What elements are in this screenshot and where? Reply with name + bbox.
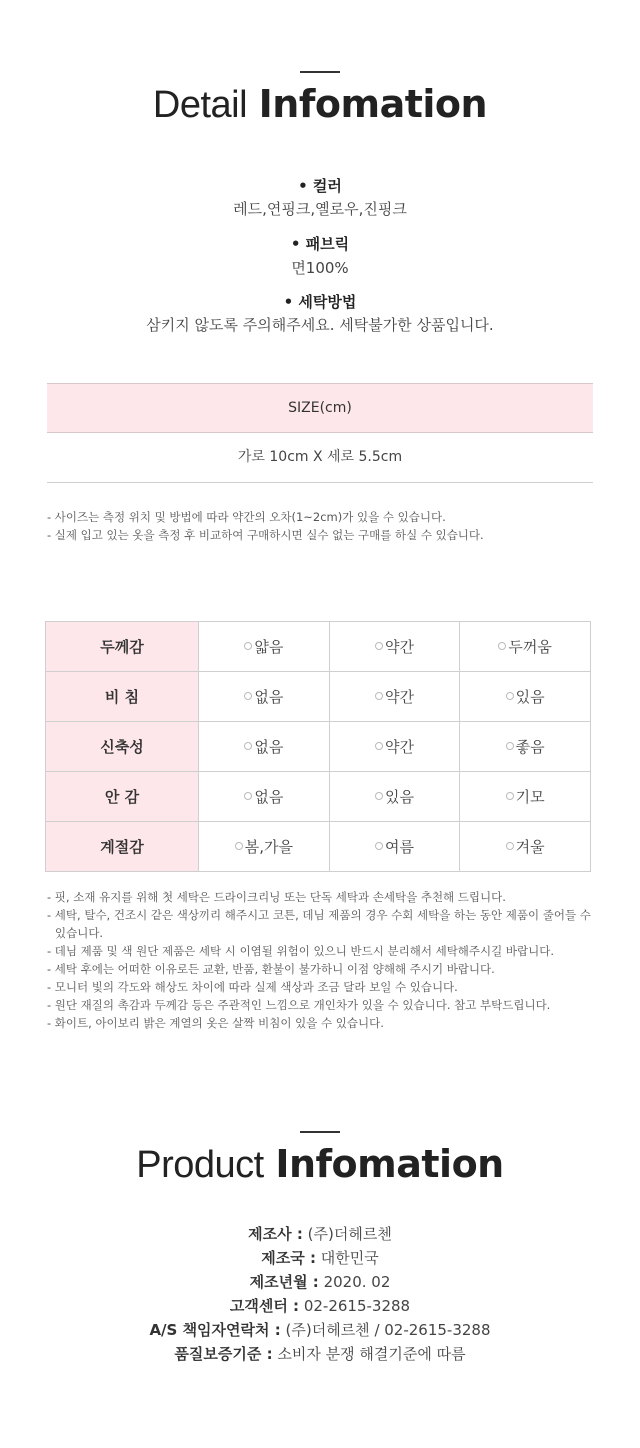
product-info-row xyxy=(0,1342,640,1366)
attribute-row xyxy=(46,672,591,722)
attribute-option xyxy=(199,772,330,822)
attribute-option xyxy=(199,622,330,672)
circle-icon xyxy=(506,842,514,850)
attribute-option xyxy=(329,722,460,772)
attribute-label: 두께감 xyxy=(46,622,199,672)
size-note: - 실제 입고 있는 옷을 측정 후 비교하여 구매하시면 실수 없는 구매를 하실 수 있습니다. xyxy=(47,528,484,542)
product-info-row xyxy=(0,1222,640,1246)
care-note: - 핏, 소재 유지를 위해 첫 세탁은 드라이크리닝 또는 단독 세탁과 손세탁을 추천해 드립니다. xyxy=(47,890,506,904)
circle-icon xyxy=(375,742,383,750)
product-heading xyxy=(0,1141,640,1188)
color-value: 레드,연핑크,옐로우,진핑크 xyxy=(233,200,407,218)
care-notes xyxy=(47,888,593,1032)
circle-icon xyxy=(498,642,506,650)
quality-label: 품질보증기준 : xyxy=(174,1345,273,1363)
circle-icon xyxy=(244,792,252,800)
size-notes xyxy=(47,508,593,544)
color-title: • 컬러 xyxy=(298,177,342,195)
attribute-option-label: 봄,가을 xyxy=(244,838,293,856)
attribute-option-label: 약간 xyxy=(384,688,414,706)
attribute-option xyxy=(199,722,330,772)
attribute-row xyxy=(46,772,591,822)
product-info-row xyxy=(0,1270,640,1294)
manufacturer-value: (주)더헤르첸 xyxy=(307,1225,392,1243)
product-heading-light: Product xyxy=(136,1144,264,1186)
attribute-option xyxy=(329,672,460,722)
date-label: 제조년월 : xyxy=(249,1273,319,1291)
attribute-option-label: 없음 xyxy=(254,688,284,706)
care-note: - 화이트, 아이보리 밝은 계열의 옷은 살짝 비침이 있을 수 있습니다. xyxy=(47,1016,384,1030)
care-note: - 데님 제품 및 색 원단 제품은 세탁 시 이염될 위험이 있으니 반드시 분리해서 세탁해주시길 바랍니다. xyxy=(47,944,554,958)
attribute-row xyxy=(46,722,591,772)
attribute-option xyxy=(460,722,591,772)
as-contact-value: (주)더헤르첸 / 02-2615-3288 xyxy=(285,1321,491,1339)
wash-title: • 세탁방법 xyxy=(283,293,357,311)
attribute-row xyxy=(46,622,591,672)
attribute-option-label: 기모 xyxy=(515,788,545,806)
care-note: - 세탁 후에는 어떠한 이유로든 교환, 반품, 환불이 불가하니 이점 양해해 주시기 바랍니다. xyxy=(47,962,495,976)
attribute-option xyxy=(460,622,591,672)
product-info-row xyxy=(0,1246,640,1270)
detail-heading-light: Detail xyxy=(152,84,248,126)
date-value: 2020. 02 xyxy=(323,1273,391,1291)
attribute-option-label: 약간 xyxy=(384,738,414,756)
circle-icon xyxy=(244,642,252,650)
attribute-label: 안 감 xyxy=(46,772,199,822)
attribute-option xyxy=(460,822,591,872)
attribute-option xyxy=(199,822,330,872)
attribute-option xyxy=(329,622,460,672)
country-value: 대한민국 xyxy=(320,1249,379,1267)
attribute-label: 비 침 xyxy=(46,672,199,722)
size-note: - 사이즈는 측정 위치 및 방법에 따라 약간의 오차(1~2cm)가 있을 수 있습니다. xyxy=(47,510,446,524)
care-note: - 원단 재질의 촉감과 두께감 등은 주관적인 느낌으로 개인차가 있을 수 있습니다. 참고 부탁드립니다. xyxy=(47,998,551,1012)
product-info-row xyxy=(0,1318,640,1342)
circle-icon xyxy=(506,792,514,800)
attribute-option-label: 여름 xyxy=(384,838,414,856)
attribute-option xyxy=(329,822,460,872)
manufacturer-label: 제조사 : xyxy=(248,1225,303,1243)
fabric-value: 면100% xyxy=(291,259,349,277)
circle-icon xyxy=(244,742,252,750)
fabric-title: • 패브릭 xyxy=(290,235,350,253)
attribute-option xyxy=(460,772,591,822)
attribute-option-label: 있음 xyxy=(384,788,414,806)
attribute-table xyxy=(45,621,591,872)
attribute-option-label: 없음 xyxy=(254,738,284,756)
attribute-label: 계절감 xyxy=(46,822,199,872)
product-info xyxy=(0,1222,640,1366)
attribute-row xyxy=(46,822,591,872)
attribute-option-label: 얇음 xyxy=(254,638,284,656)
circle-icon xyxy=(375,792,383,800)
country-label: 제조국 : xyxy=(261,1249,316,1267)
wash-value: 삼키지 않도록 주의해주세요. 세탁불가한 상품입니다. xyxy=(146,316,494,334)
circle-icon xyxy=(375,692,383,700)
circle-icon xyxy=(375,642,383,650)
attribute-option-label: 있음 xyxy=(515,688,545,706)
attribute-option-label: 두꺼움 xyxy=(508,638,552,656)
service-center-value: 02-2615-3288 xyxy=(303,1297,411,1315)
size-header: SIZE(cm) xyxy=(47,383,593,433)
attribute-option xyxy=(199,672,330,722)
attribute-option-label: 좋음 xyxy=(515,738,545,756)
care-note: - 세탁, 탈수, 건조시 같은 색상끼리 해주시고 코튼, 데님 제품의 경우 수회 세탁을 하는 동안 제품이 줄어들 수 있습니다. xyxy=(47,908,591,940)
circle-icon xyxy=(375,842,383,850)
quality-value: 소비자 분쟁 해결기준에 따름 xyxy=(277,1345,466,1363)
attribute-option-label: 없음 xyxy=(254,788,284,806)
circle-icon xyxy=(506,692,514,700)
detail-heading xyxy=(0,81,640,128)
service-center-label: 고객센터 : xyxy=(229,1297,300,1315)
product-heading-bold: Infomation xyxy=(275,1142,504,1186)
heading-divider xyxy=(300,71,340,73)
circle-icon xyxy=(244,692,252,700)
attribute-label: 신축성 xyxy=(46,722,199,772)
heading-divider xyxy=(300,1131,340,1133)
attribute-option-label: 겨울 xyxy=(515,838,545,856)
as-contact-label: A/S 책임자연락처 : xyxy=(149,1321,281,1339)
attribute-option-label: 약간 xyxy=(384,638,414,656)
detail-heading-bold: Infomation xyxy=(258,82,488,126)
circle-icon xyxy=(506,742,514,750)
circle-icon xyxy=(235,842,243,850)
attribute-option xyxy=(460,672,591,722)
attribute-option xyxy=(329,772,460,822)
size-value: 가로 10cm X 세로 5.5cm xyxy=(47,432,593,483)
care-note: - 모니터 빛의 각도와 해상도 차이에 따라 실제 색상과 조금 달라 보일 수 있습니다. xyxy=(47,980,458,994)
product-info-row xyxy=(0,1294,640,1318)
